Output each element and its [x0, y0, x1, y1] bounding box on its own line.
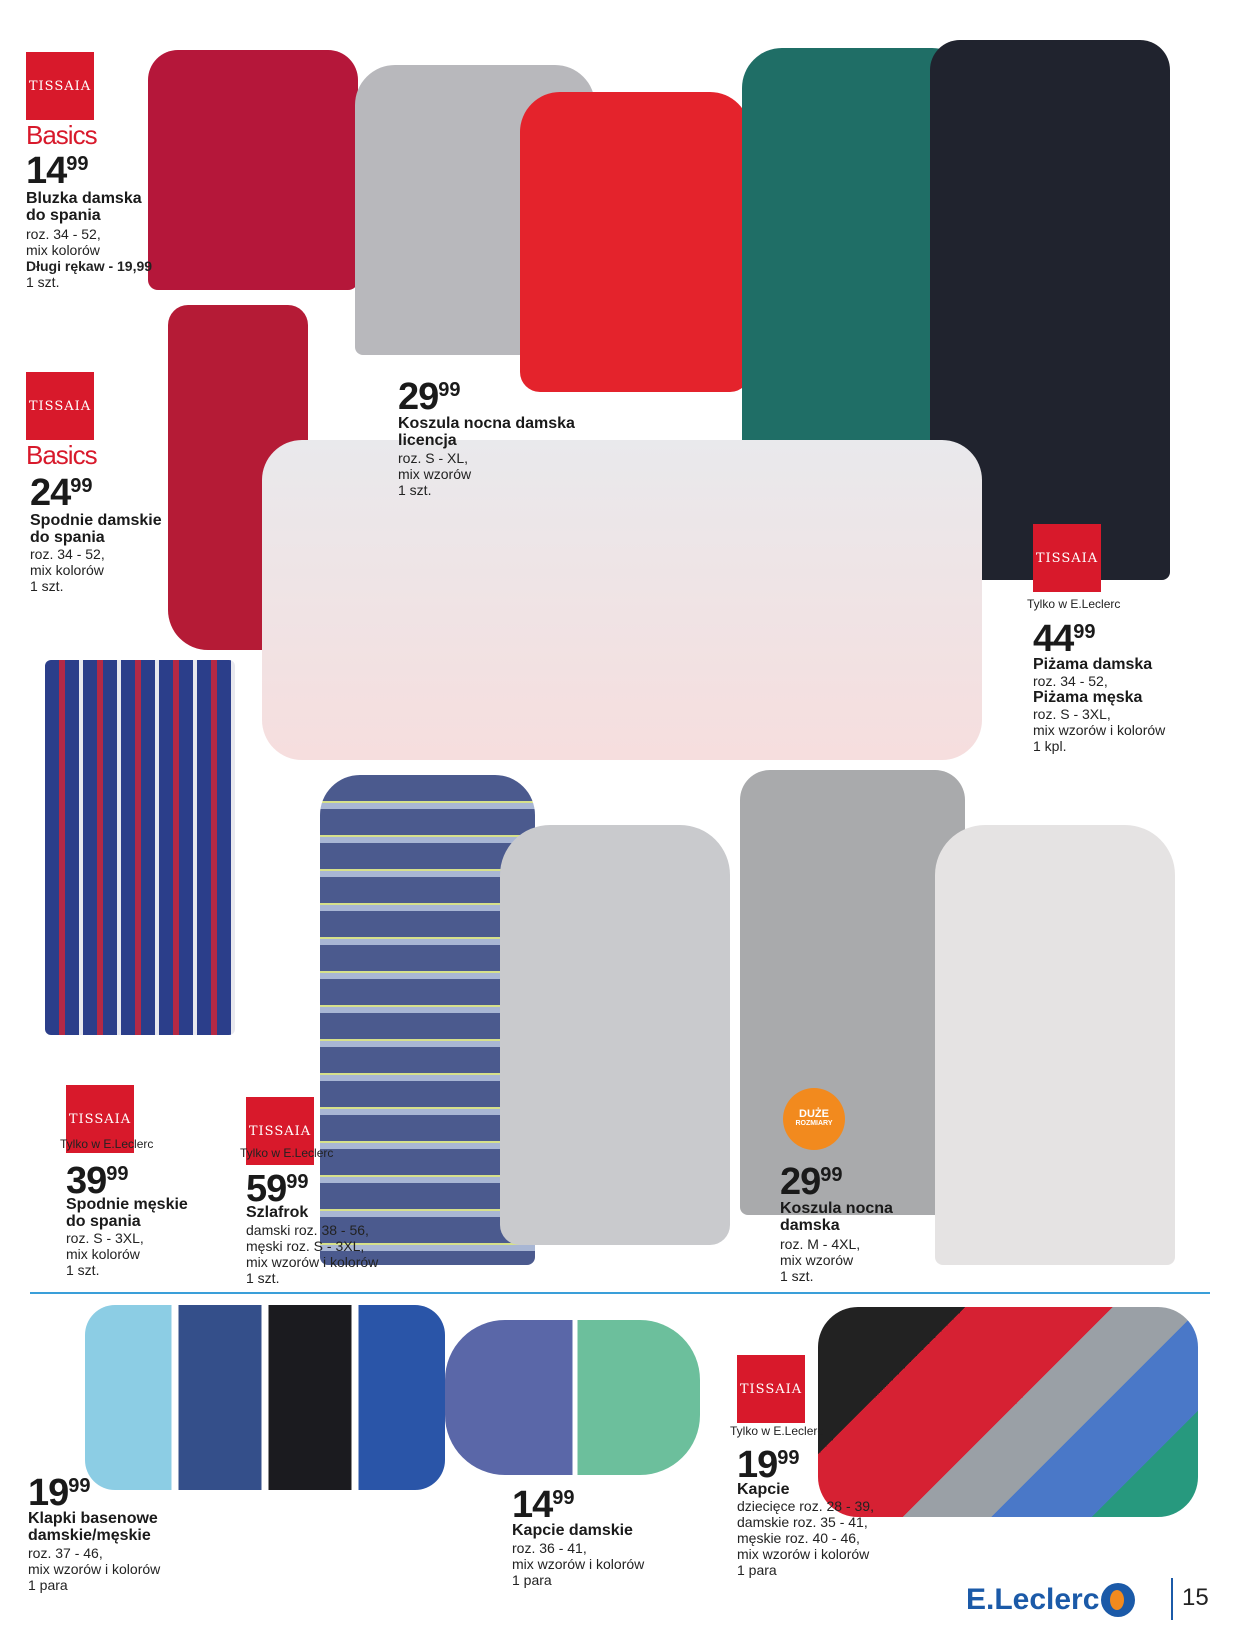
price-cents: 99 — [286, 1171, 309, 1193]
tissaia-logo: TISSAIA — [26, 372, 94, 440]
product-name: Bluzka damska do spania — [26, 190, 142, 224]
price-cents: 99 — [777, 1447, 800, 1469]
price-koszula-licencja — [398, 378, 461, 416]
tissaia-logo: TISSAIA — [66, 1085, 134, 1153]
product-details: roz. S - XL, mix wzorów 1 szt. — [398, 450, 472, 498]
eleclerc-logo-text: E.Leclerc — [966, 1583, 1100, 1616]
product-name: Klapki basenowe damskie/męskie — [28, 1510, 158, 1544]
big-sizes-badge — [783, 1088, 845, 1150]
price-main: 39 — [66, 1160, 107, 1202]
big-sizes-line2: ROZMIARY — [795, 1120, 833, 1127]
price-klapki — [28, 1474, 91, 1512]
price-cents: 99 — [438, 379, 461, 401]
product-details-secondary: roz. S - 3XL, mix wzorów i kolorów 1 kpl. — [1033, 706, 1166, 754]
nightshirt-red-image — [520, 92, 750, 392]
woman-yawning-image — [262, 440, 982, 760]
pants-plaid-image — [45, 660, 235, 1035]
big-sizes-line1: DUŻE — [799, 1108, 829, 1120]
only-leclerc-label: Tylko w E.Leclerc — [1027, 597, 1121, 611]
price-pizama — [1033, 620, 1096, 658]
product-details: roz. M - 4XL, mix wzorów 1 szt. — [780, 1236, 861, 1284]
product-details: roz. S - 3XL, mix kolorów 1 szt. — [66, 1230, 144, 1278]
only-leclerc-label: Tylko w E.Leclerc — [730, 1424, 824, 1438]
price-cents: 99 — [66, 153, 89, 175]
price-main: 29 — [398, 376, 439, 418]
price-main: 24 — [30, 472, 71, 514]
tissaia-logo: TISSAIA — [1033, 524, 1101, 592]
price-cents: 99 — [820, 1164, 843, 1186]
tissaia-logo: TISSAIA — [737, 1355, 805, 1423]
product-name: Kapcie damskie — [512, 1522, 633, 1539]
eleclerc-logo-icon — [1101, 1583, 1135, 1617]
product-details: roz. 34 - 52, mix kolorów 1 szt. — [30, 546, 105, 594]
product-name: Koszula nocna damska — [780, 1200, 893, 1234]
product-name: Szlafrok — [246, 1204, 309, 1221]
price-main: 14 — [26, 150, 67, 192]
price-main: 29 — [780, 1161, 821, 1203]
bathrobe-grey-image — [500, 825, 730, 1245]
price-main: 19 — [28, 1472, 69, 1514]
tissaia-logo: TISSAIA — [246, 1097, 314, 1165]
product-name: Kapcie — [737, 1481, 790, 1498]
price-spodnie-meskie — [66, 1162, 129, 1200]
product-name: Koszula nocna damska licencja — [398, 415, 575, 449]
product-details: roz. 34 - 52, — [1033, 673, 1108, 689]
price-cents: 99 — [70, 475, 93, 497]
nightshirt-grey-image — [740, 770, 965, 1215]
price-main: 19 — [737, 1444, 778, 1486]
price-main: 44 — [1033, 618, 1074, 660]
price-kapcie-damskie — [512, 1486, 575, 1524]
basics-logo: Basics — [26, 440, 97, 470]
pool-slippers-image — [85, 1305, 445, 1490]
price-szlafrok — [246, 1170, 309, 1208]
product-unit: 1 szt. — [26, 274, 60, 290]
product-name-secondary: Piżama męska — [1033, 689, 1143, 706]
page-number: 15 — [1182, 1584, 1209, 1611]
nightshirt-floral-image — [935, 825, 1175, 1265]
price-cents: 99 — [106, 1163, 129, 1185]
tissaia-logo: TISSAIA — [26, 52, 94, 120]
product-details: damski roz. 38 - 56, męski roz. S - 3XL, mix wzorów i kolorów 1 szt. — [246, 1222, 379, 1286]
section-divider — [30, 1292, 1210, 1294]
price-koszula-nocna — [780, 1163, 843, 1201]
product-name: Spodnie damskie do spania — [30, 512, 162, 546]
price-main: 14 — [512, 1484, 553, 1526]
price-kapcie — [737, 1446, 800, 1484]
price-main: 59 — [246, 1168, 287, 1210]
product-details: roz. 36 - 41, mix wzorów i kolorów 1 para — [512, 1540, 645, 1588]
eleclerc-logo — [966, 1583, 1135, 1617]
basics-logo: Basics — [26, 120, 97, 150]
only-leclerc-label: Tylko w E.Leclerc — [60, 1137, 154, 1151]
product-details: dziecięce roz. 28 - 39, damskie roz. 35 - 41, męskie roz. 40 - 46, mix wzorów i kolorów 1 para — [737, 1498, 874, 1578]
house-slippers-image — [818, 1307, 1198, 1517]
price-cents: 99 — [552, 1487, 575, 1509]
slipper-socks-image — [445, 1320, 700, 1475]
only-leclerc-label: Tylko w E.Leclerc — [240, 1146, 334, 1160]
product-name: Piżama damska — [1033, 656, 1153, 673]
price-cents: 99 — [1073, 621, 1096, 643]
product-details: roz. 37 - 46, mix wzorów i kolorów 1 para — [28, 1545, 161, 1593]
product-name: Spodnie męskie do spania — [66, 1196, 188, 1230]
product-details: roz. 34 - 52, mix kolorów — [26, 226, 101, 258]
tshirt-red-image — [148, 50, 358, 290]
price-bluzka — [26, 152, 89, 190]
page-number-separator — [1171, 1578, 1173, 1620]
product-extra: Długi rękaw - 19,99 — [26, 258, 153, 274]
price-cents: 99 — [68, 1475, 91, 1497]
price-spodnie-damskie — [30, 474, 93, 512]
